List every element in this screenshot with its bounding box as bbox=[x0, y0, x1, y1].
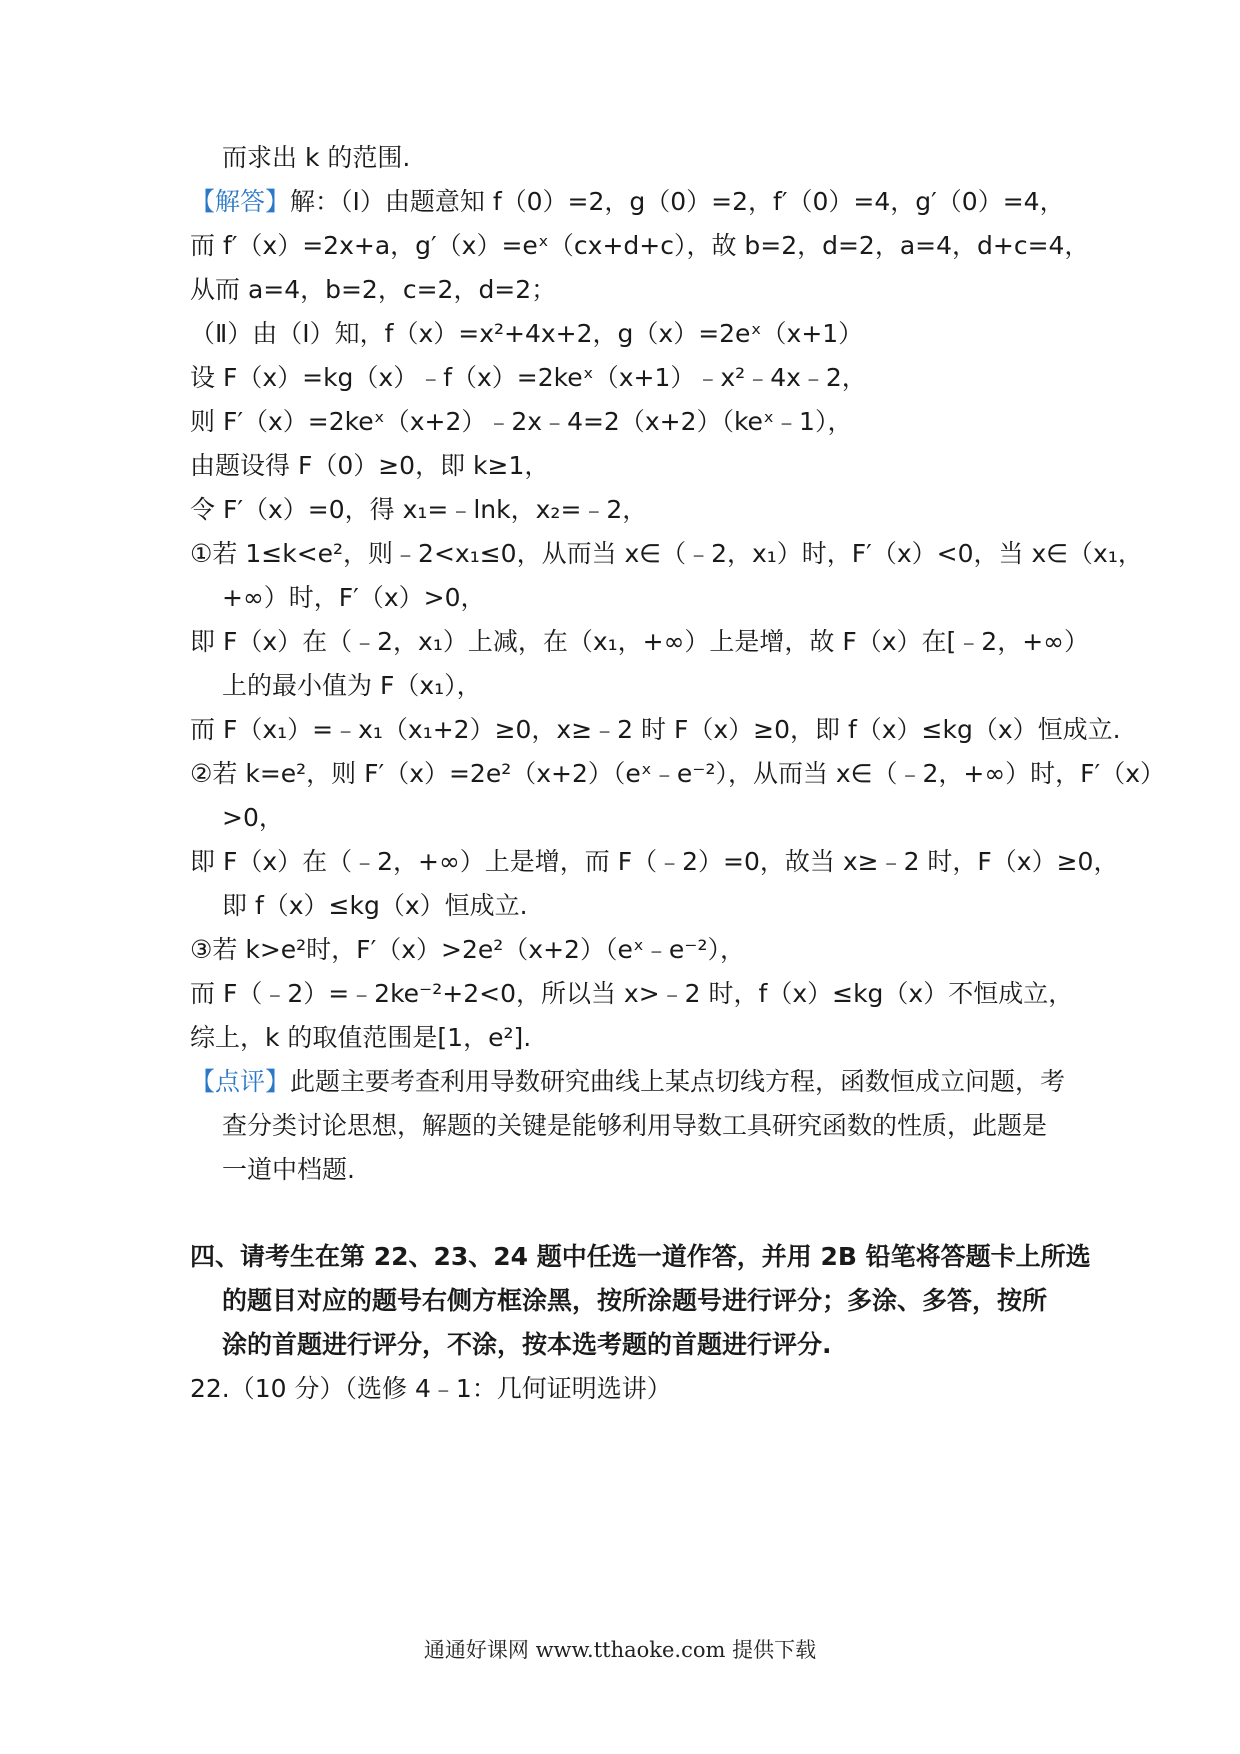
text-line: >0， bbox=[222, 803, 284, 832]
text-line: 上的最小值为 F（x₁）， bbox=[222, 671, 482, 700]
text-line: 即 F（x）在（﹣2，x₁）上减，在（x₁，+∞）上是增，故 F（x）在[﹣2，+∞） bbox=[190, 627, 1089, 656]
text-line: 查分类讨论思想，解题的关键是能够利用导数工具研究函数的性质，此题是 bbox=[222, 1111, 1048, 1140]
text-line: 则 F′（x）=2keˣ（x+2）﹣2x﹣4=2（x+2）（keˣ﹣1）， bbox=[190, 407, 853, 436]
text-line: ②若 k=e²，则 F′（x）=2e²（x+2）（eˣ﹣e⁻²），从而当 x∈（﹣2，+∞）时，F′（x） bbox=[190, 759, 1166, 788]
answer-line bbox=[190, 185, 1065, 219]
section-heading: 四、请考生在第 22、23、24 题中任选一道作答，并用 2B 铅笔将答题卡上所选 bbox=[190, 1242, 1091, 1271]
text-line: 由题设得 F（0）≥0，即 k≥1， bbox=[190, 451, 550, 480]
page-footer: 通通好课网 www.tthaoke.com 提供下载 bbox=[423, 1638, 817, 1662]
text-line: 而 F（x₁）=﹣x₁（x₁+2）≥0，x≥﹣2 时 F（x）≥0，即 f（x）≤kg（x）恒成立. bbox=[190, 715, 1121, 744]
text-line: 而 f′（x）=2x+a，g′（x）=eˣ（cx+d+c），故 b=2，d=2，a=4，d+c=4， bbox=[190, 231, 1090, 260]
text-line: 而求出 k 的范围. bbox=[222, 143, 411, 172]
text-line: 从而 a=4，b=2，c=2，d=2； bbox=[190, 275, 557, 304]
text-line: 即 f（x）≤kg（x）恒成立. bbox=[222, 891, 528, 920]
comment-tag: 【点评】 bbox=[190, 1067, 291, 1096]
text-line: 解：（Ⅰ）由题意知 f（0）=2，g（0）=2，f′（0）=4，g′（0）=4， bbox=[290, 187, 1065, 216]
text-line: +∞）时，F′（x）>0， bbox=[222, 583, 486, 612]
text-line: （Ⅱ）由（I）知，f（x）=x²+4x+2，g（x）=2eˣ（x+1） bbox=[190, 319, 864, 348]
text-line: 一道中档题. bbox=[222, 1155, 355, 1184]
text-line: 设 F（x）=kg（x）﹣f（x）=2keˣ（x+1）﹣x²﹣4x﹣2， bbox=[190, 363, 867, 392]
text-line: 而 F（﹣2）=﹣2ke⁻²+2<0，所以当 x>﹣2 时，f（x）≤kg（x）不恒成立， bbox=[190, 979, 1074, 1008]
text-line: ③若 k>e²时，F′（x）>2e²（x+2）（eˣ﹣e⁻²）， bbox=[190, 935, 746, 964]
text-line: 令 F′（x）=0，得 x₁=﹣lnk，x₂=﹣2， bbox=[190, 495, 648, 524]
text-line: 即 F（x）在（﹣2，+∞）上是增，而 F（﹣2）=0，故当 x≥﹣2 时，F（x）≥0， bbox=[190, 847, 1119, 876]
section-heading-cont: 的题目对应的题号右侧方框涂黑，按所涂题号进行评分；多涂、多答，按所 bbox=[222, 1286, 1048, 1315]
question-title: 22.（10 分）（选修 4﹣1：几何证明选讲） bbox=[190, 1374, 672, 1403]
text-line: ①若 1≤k<e²，则﹣2<x₁≤0，从而当 x∈（﹣2，x₁）时，F′（x）<0，当 x∈（x₁， bbox=[190, 539, 1143, 568]
comment-line bbox=[190, 1065, 1065, 1099]
text-line: 综上，k 的取值范围是[1，e²]. bbox=[190, 1023, 532, 1052]
text-line: 此题主要考查利用导数研究曲线上某点切线方程，函数恒成立问题，考 bbox=[290, 1067, 1066, 1096]
section-heading-cont: 涂的首题进行评分，不涂，按本选考题的首题进行评分. bbox=[222, 1330, 832, 1359]
answer-tag: 【解答】 bbox=[190, 187, 291, 216]
